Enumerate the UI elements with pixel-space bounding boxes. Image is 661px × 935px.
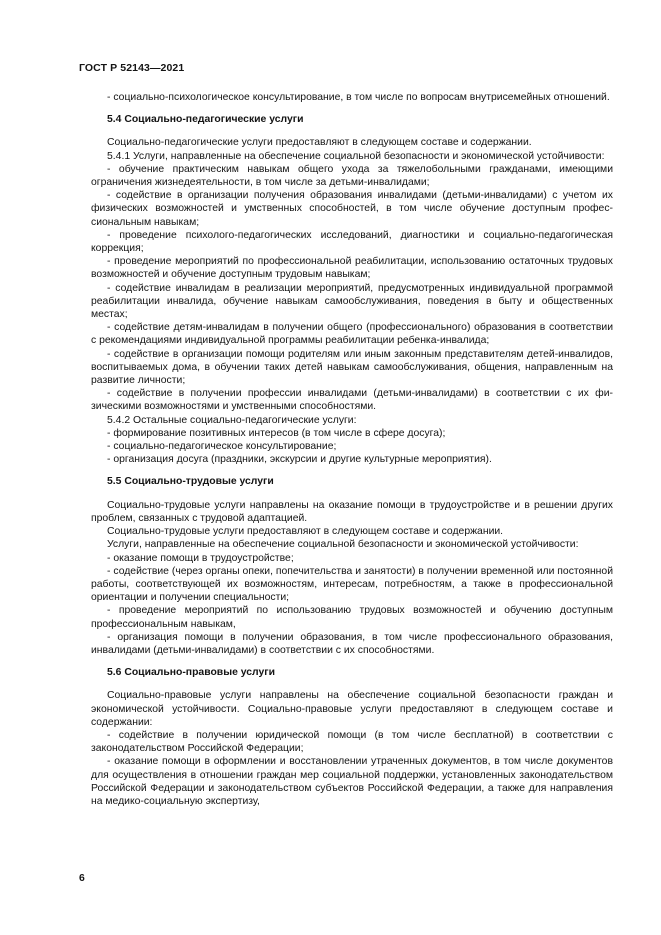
- paragraph: - проведение психолого-педагогических исследований, диагностики и социально-педагогическая коррекция;: [91, 229, 613, 255]
- paragraph: - проведение мероприятий по использованию трудовых возможностей и обучению доступным профессиональным навыкам,: [91, 605, 613, 630]
- document-body: [91, 91, 613, 808]
- paragraph: - оказание помощи в трудоустройстве;: [107, 552, 294, 564]
- paragraph: - содействие инвалидам в реализации мероприятий, предусмотренных индивидуальной программой реабилитации инвалида, обучение навыкам самообслуживания, поведения в быту и общественных местах;: [91, 282, 613, 321]
- section-heading-5-5: 5.5 Социально-трудовые услуги: [107, 476, 274, 488]
- paragraph: Услуги, направленные на обеспечение социальной безопасности и экономической устойчивости:: [107, 539, 579, 551]
- paragraph: - социально-психологическое консультирование, в том числе по вопросам внутрисемейных отношений.: [107, 92, 610, 103]
- paragraph: Социально-педагогические услуги предоставляют в следующем составе и содержании.: [107, 137, 532, 149]
- section-heading-5-4: 5.4 Социально-педагогические услуги: [107, 114, 304, 126]
- section-heading-5-6: 5.6 Социально-правовые услуги: [107, 667, 275, 679]
- page-number: 6: [79, 873, 85, 884]
- paragraph: - содействие детям-инвалидам в получении общего (профессионального) образования в соответствии с рекомендациями индивидуальной программы реабилитации ребенка-инвалида;: [91, 322, 613, 347]
- paragraph: - обучение практическим навыкам общего ухода за тяжелобольными гражданами, имеющими ограничения жизнедеятельности, в том числе за детьми-инвалидами;: [91, 163, 613, 189]
- paragraph: Социально-трудовые услуги предоставляют в следующем составе и содержании.: [107, 526, 504, 538]
- paragraph: - оказание помощи в оформлении и восстановлении утраченных документов, в том числе документов для осуществления в отношении граждан мер социальной поддержки, установленных законодательством Российской Федерации и законодательством субъектов Российской Федерации, а также для направления на медико-социальную экспертизу,: [91, 756, 613, 807]
- paragraph: - проведение мероприятий по профессиональной реабилитации, использованию остаточных трудовых возможностей и обучение доступным трудовым навыкам;: [91, 256, 613, 281]
- paragraph: - содействие в организации помощи родителям или иным законным представителям детей-инвалидов, воспитываемых дома, в обучении таких детей навыкам самообслуживания, общения, направленным на развитие личности;: [91, 348, 613, 387]
- paragraph: 5.4.1 Услуги, направленные на обеспечение социальной безопасности и экономической устойчивости:: [107, 150, 605, 162]
- paragraph: - содействие в получении профессии инвалидами (детьми-инвалидами) в соответствии с их физическими возможностями и умственными способностями.: [91, 388, 613, 413]
- paragraph: Социально-правовые услуги направлены на обеспечение социальной безопасности граждан и экономической устойчивости. Социально-правовые услуги предоставляют в следующем составе и содержании:: [91, 690, 613, 728]
- paragraph: - содействие (через органы опеки, попечительства и занятости) в получении временной или постоянной работы, соответствующей их возможностям, интересам, потребностям, а также в профессиональной ориентации и получении специальности;: [91, 565, 613, 604]
- paragraph: - организация досуга (праздники, экскурсии и другие культурные мероприятия).: [107, 454, 492, 466]
- paragraph: - социально-педагогическое консультирование;: [107, 441, 337, 453]
- paragraph: 5.4.2 Остальные социально-педагогические услуги:: [107, 414, 357, 426]
- paragraph: - формирование позитивных интересов (в том числе в сфере досуга);: [107, 427, 446, 439]
- paragraph: - содействие в организации получения образования инвалидами (детьми-инвалидами) с учетом их физических возможностей и умственных способностей, в том числе обучение доступным профессиональным навыкам;: [91, 190, 613, 228]
- paragraph: Социально-трудовые услуги направлены на оказание помощи в трудоустройстве и в решении других проблем, связанных с трудовой адаптацией.: [91, 499, 613, 524]
- standard-header: ГОСТ Р 52143—2021: [79, 62, 185, 74]
- paragraph: - содействие в получении юридической помощи (в том числе бесплатной) в соответствии с законодательством Российской Федерации;: [91, 729, 613, 755]
- paragraph: - организация помощи в получении образования, в том числе профессионального образования, инвалидами (детьми-инвалидами) в соответствии с их способностями.: [91, 631, 613, 656]
